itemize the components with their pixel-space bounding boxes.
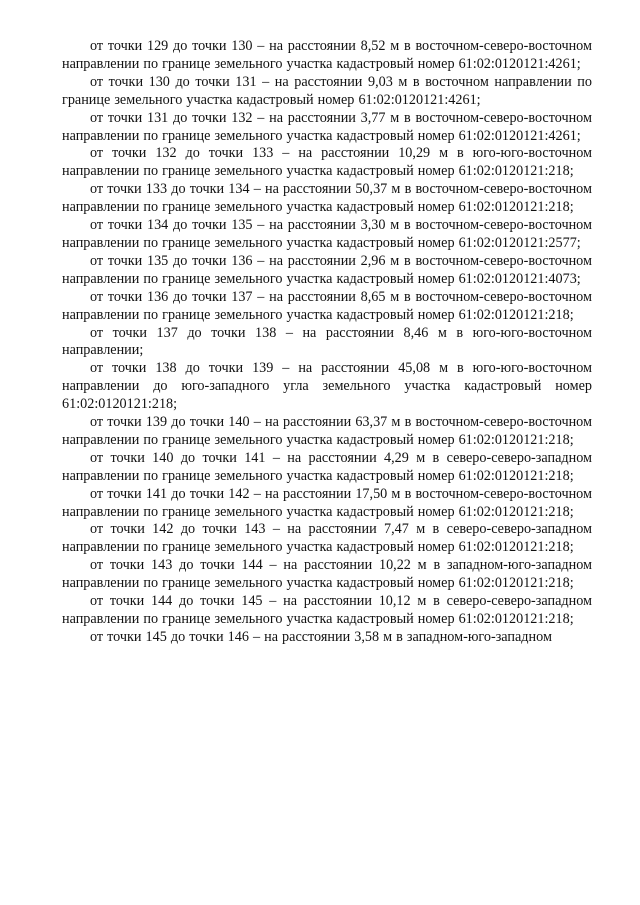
boundary-segment-137-138: от точки 137 до точки 138 – на расстоянии 8,46 м в юго-юго-восточном направлении; — [62, 324, 592, 359]
boundary-segment-135-136: от точки 135 до точки 136 – на расстоянии 2,96 м в восточном-северо-восточном направлении по границе земельного участка кадастровый номер 61:02:0120121:4073; — [62, 252, 592, 287]
boundary-segment-145-146: от точки 145 до точки 146 – на расстоянии 3,58 м в западном-юго-западном — [90, 628, 552, 645]
boundary-segment-133-134: от точки 133 до точки 134 – на расстоянии 50,37 м в восточном-северо-восточном направлении по границе земельного участка кадастровый номер 61:02:0120121:218; — [62, 181, 592, 216]
boundary-segment-136-137: от точки 136 до точки 137 – на расстоянии 8,65 м в восточном-северо-восточном направлении по границе земельного участка кадастровый номер 61:02:0120121:218; — [62, 288, 592, 323]
boundary-segment-141-142: от точки 141 до точки 142 – на расстоянии 17,50 м в восточном-северо-восточном направлении по границе земельного участка кадастровый номер 61:02:0120121:218; — [62, 485, 592, 520]
document-page — [62, 38, 592, 647]
boundary-segment-132-133: от точки 132 до точки 133 – на расстоянии 10,29 м в юго-юго-восточном направлении по границе земельного участка кадастровый номер 61:02:0120121:218; — [62, 145, 592, 180]
boundary-segment-130-131: от точки 130 до точки 131 – на расстоянии 9,03 м в восточном направлении по границе земельного участка кадастровый номер 61:02:0120121:4261; — [62, 73, 592, 108]
boundary-segment-134-135: от точки 134 до точки 135 – на расстоянии 3,30 м в восточном-северо-восточном направлении по границе земельного участка кадастровый номер 61:02:0120121:2577; — [62, 217, 592, 251]
boundary-segment-138-139: от точки 138 до точки 139 – на расстоянии 45,08 м в юго-юго-восточном направлении до юго-западного угла земельного участка кадастровый номер 61:02:0120121:218; — [62, 360, 592, 413]
boundary-segment-131-132: от точки 131 до точки 132 – на расстоянии 3,77 м в восточном-северо-восточном направлении по границе земельного участка кадастровый номер 61:02:0120121:4261; — [62, 109, 592, 144]
boundary-segment-139-140: от точки 139 до точки 140 – на расстоянии 63,37 м в восточном-северо-восточном направлении по границе земельного участка кадастровый номер 61:02:0120121:218; — [62, 414, 592, 448]
boundary-segment-129-130: от точки 129 до точки 130 – на расстоянии 8,52 м в восточном-северо-восточном направлении по границе земельного участка кадастровый номер 61:02:0120121:4261; — [62, 38, 592, 72]
boundary-segment-144-145: от точки 144 до точки 145 – на расстоянии 10,12 м в северо-северо-западном направлении по границе земельного участка кадастровый номер 61:02:0120121:218; — [62, 593, 592, 627]
boundary-segment-140-141: от точки 140 до точки 141 – на расстоянии 4,29 м в северо-северо-западном направлении по границе земельного участка кадастровый номер 61:02:0120121:218; — [62, 449, 592, 484]
boundary-segment-142-143: от точки 142 до точки 143 – на расстоянии 7,47 м в северо-северо-западном направлении по границе земельного участка кадастровый номер 61:02:0120121:218; — [62, 521, 592, 556]
boundary-segment-143-144: от точки 143 до точки 144 – на расстоянии 10,22 м в западном-юго-западном направлении по границе земельного участка кадастровый номер 61:02:0120121:218; — [62, 557, 592, 592]
